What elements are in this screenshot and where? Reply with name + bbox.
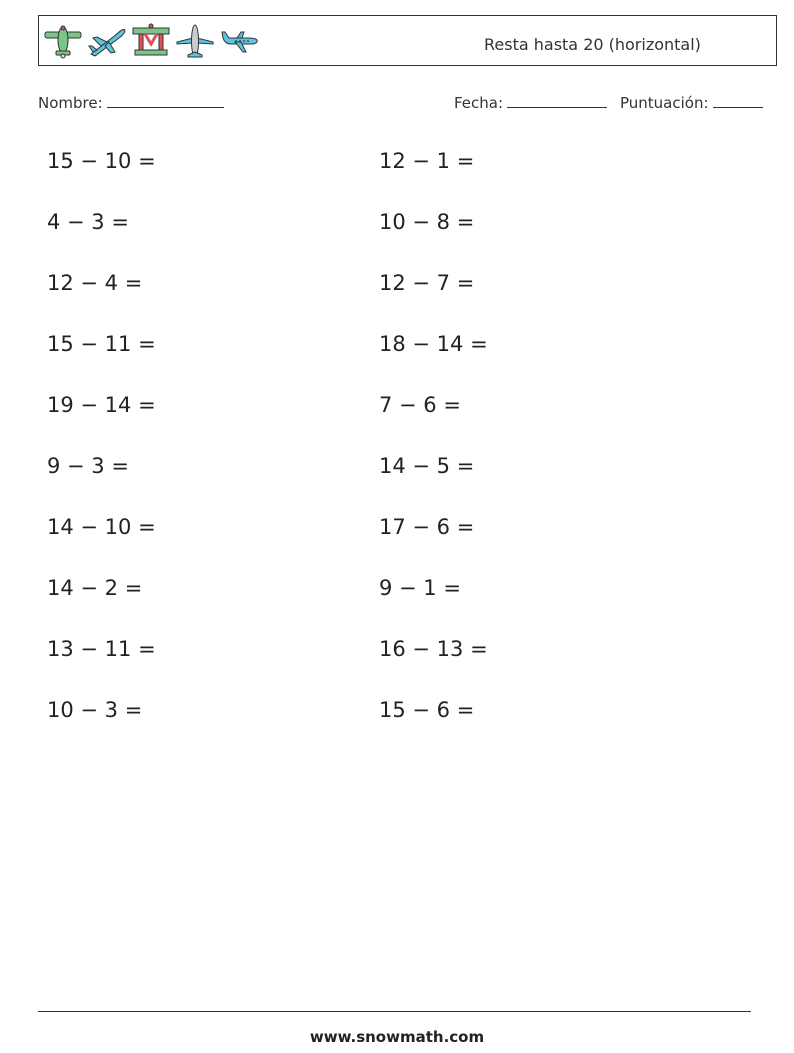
footer-url[interactable]: www.snowmath.com: [309, 1028, 485, 1046]
problem-right-4: 18 − 14 =: [379, 332, 488, 356]
grey-blue-airliner-icon: [175, 22, 215, 60]
problem-right-1: 12 − 1 =: [379, 149, 475, 173]
score-field[interactable]: [620, 93, 763, 112]
problem-left-8: 14 − 2 =: [47, 576, 143, 600]
date-line: [507, 93, 607, 108]
name-label: Nombre:: [38, 94, 103, 112]
date-field[interactable]: [454, 93, 607, 112]
problem-right-5: 7 − 6 =: [379, 393, 461, 417]
red-green-biplane-icon: [131, 22, 171, 60]
worksheet-title: Resta hasta 20 (horizontal): [484, 35, 701, 54]
problem-right-9: 16 − 13 =: [379, 637, 488, 661]
problem-right-8: 9 − 1 =: [379, 576, 461, 600]
problem-right-10: 15 − 6 =: [379, 698, 475, 722]
problem-left-1: 15 − 10 =: [47, 149, 156, 173]
name-line: [107, 93, 224, 108]
name-field[interactable]: [38, 93, 224, 112]
problem-right-2: 10 − 8 =: [379, 210, 475, 234]
problem-right-6: 14 − 5 =: [379, 454, 475, 478]
problem-left-5: 19 − 14 =: [47, 393, 156, 417]
header-box: [38, 15, 777, 66]
blue-jet-icon: [87, 22, 127, 60]
footer-divider: [38, 1011, 751, 1012]
problem-right-7: 17 − 6 =: [379, 515, 475, 539]
blue-side-plane-icon: [219, 22, 259, 60]
score-line: [713, 93, 763, 108]
problem-right-3: 12 − 7 =: [379, 271, 475, 295]
plane-icons: [43, 22, 263, 60]
date-label: Fecha:: [454, 94, 504, 112]
problem-left-7: 14 − 10 =: [47, 515, 156, 539]
problem-left-9: 13 − 11 =: [47, 637, 156, 661]
problem-left-10: 10 − 3 =: [47, 698, 143, 722]
problem-left-3: 12 − 4 =: [47, 271, 143, 295]
score-label: Puntuación:: [620, 94, 709, 112]
problem-left-6: 9 − 3 =: [47, 454, 129, 478]
problem-left-4: 15 − 11 =: [47, 332, 156, 356]
problem-left-2: 4 − 3 =: [47, 210, 129, 234]
green-propeller-plane-icon: [43, 22, 83, 60]
